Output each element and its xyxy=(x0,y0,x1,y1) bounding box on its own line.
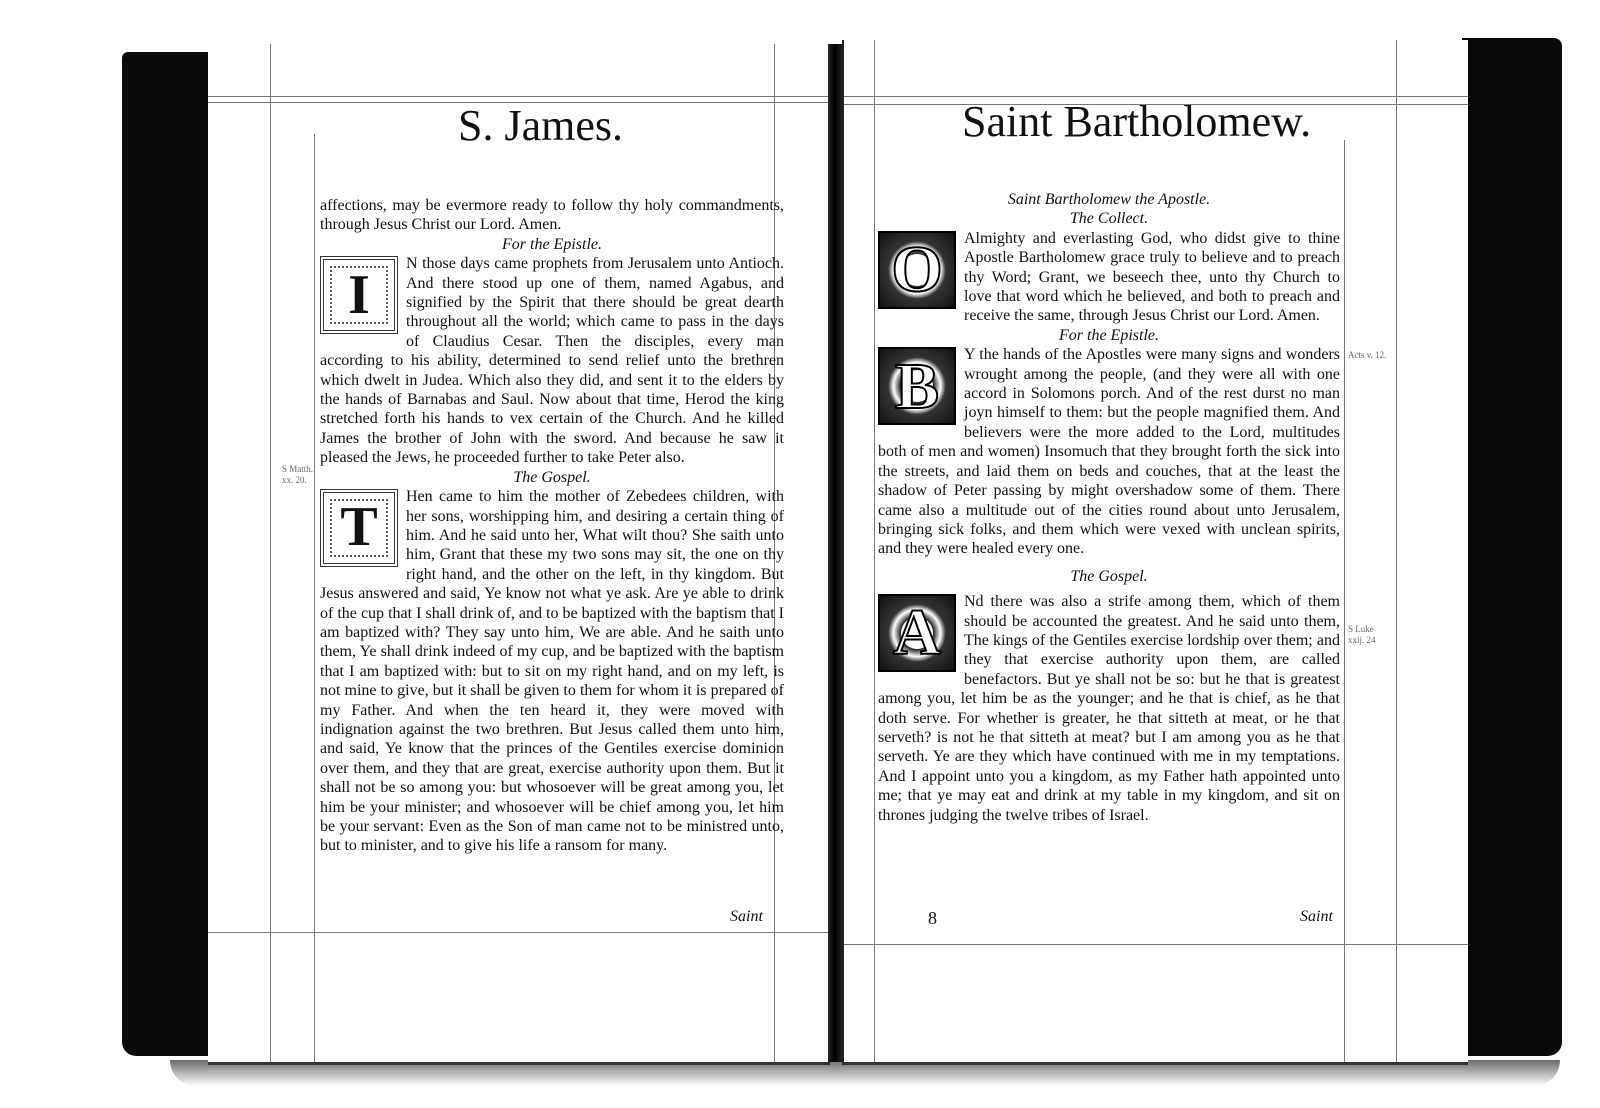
rule-line xyxy=(1396,40,1397,1062)
book-cover-left xyxy=(122,52,212,1056)
left-page-text xyxy=(320,196,784,856)
epistle-text: Y the hands of the Apostles were many signs and wonders wrought among the people, (and they were all with one accord in Solomons porch. And of the rest durst no man joyn himself to them: but the people magnified them. And believers were the more added to the Lord, multitudes both of men and women) Insomuch that they brought forth the sick into the streets, and laid them on beds and couches, that at the least the shadow of Peter passing by might overshadow some of them. There came also a multitude out of the cities round about unto Jerusalem, bringing sick folks, and them which were vexed with unclean spirits, and they were healed every one. xyxy=(878,346,1340,558)
rule-line xyxy=(1344,140,1345,1062)
drop-cap-letter: A xyxy=(893,596,941,670)
drop-cap-letter: T xyxy=(340,496,378,559)
epistle-heading: For the Epistle. xyxy=(1059,326,1159,344)
page-title: Saint Bartholomew. xyxy=(962,97,1312,146)
rule-line xyxy=(208,932,828,933)
catchword: Saint xyxy=(730,908,763,925)
margin-reference: S Matth. xx. 20. xyxy=(282,464,314,485)
catchword: Saint xyxy=(1300,908,1333,925)
drop-cap-ornament xyxy=(320,489,398,567)
drop-cap-letter: O xyxy=(891,233,943,307)
book-cover-right xyxy=(1462,38,1562,1056)
rule-line xyxy=(208,96,828,97)
rule-line xyxy=(314,134,315,1062)
feast-subtitle: Saint Bartholomew the Apostle. xyxy=(1007,191,1211,208)
collect-text: Almighty and everlasting God, who didst give to thine Apostle Bartholomew grace truly to believe and to preach thy Word; Grant, we beseech thee, unto thy Church to love that word which he believed, and both to preach and receive the same, through Jesus Christ our Lord. Amen. xyxy=(964,229,1340,325)
rule-line xyxy=(844,944,1468,945)
left-page xyxy=(208,44,830,1065)
right-page xyxy=(842,40,1468,1065)
drop-cap-ornament xyxy=(878,594,956,672)
page-title: S. James. xyxy=(458,101,623,150)
gospel-heading: The Gospel. xyxy=(1070,567,1148,585)
gospel-text: Nd there was also a strife among them, which of them should be accounted the greatest. And he said unto them, The kings of the Gentiles exercise lordship over them; and they that exercise authority upon them, are called benefactors. But ye shall not be so: but he that is greatest among you, let him be as the younger; and he that is chief, as he that doth serve. For whether is greater, he that sitteth at meat, or he that serveth? is not he that sitteth at meat? but I am among you as he that serveth. Ye are they which have continued with me in my temptations. And I appoint unto you a kingdom, as my Father hath appointed unto me; that ye may eat and drink at my table in my kingdom, and sit on thrones judging the twelve tribes of Israel. xyxy=(878,593,1340,824)
drop-cap-ornament xyxy=(878,347,956,425)
drop-cap-ornament xyxy=(320,256,398,334)
drop-cap-letter: I xyxy=(348,263,370,326)
page-number: 8 xyxy=(928,908,937,928)
margin-reference: Acts v. 12. xyxy=(1348,350,1387,360)
margin-reference: S Luke xxij. 24 xyxy=(1348,624,1376,645)
right-page-text xyxy=(878,190,1340,825)
rule-line xyxy=(270,44,271,1062)
collect-conclusion: affections, may be evermore ready to follow thy holy commandments, through Jesus Christ our Lord. Amen. xyxy=(320,197,784,234)
rule-line xyxy=(874,40,875,1062)
gospel-text: Hen came to him the mother of Zebedees children, with her sons, worshipping him, and desiring a certain thing of him. And he said unto her, What wilt thou? She saith unto him, Grant that these my two sons may sit, the one on thy right hand, and the other on the left, in thy kingdom. But Jesus answered and said, Ye know not what ye ask. Are ye able to drink of the cup that I shall drink of, and to be baptized with the baptism that I am baptized with? They say unto him, We are able. And he saith unto them, Ye shall drink indeed of my cup, and be baptized with the baptism that I am baptized with: but to sit on my right hand, and on my left, is not mine to give, but it shall be given to them for whom it is prepared of my Father. And when the ten heard it, they were moved with indignation against the two brethren. But Jesus called them unto him, and said, Ye know that the princes of the Gentiles exercise dominion over them, and they that are great, exercise authority upon them. But it shall not be so among you: but whosoever will be great among you, let him be your minister; and whosoever will be chief among you, let him be your servant: Even as the Son of man came not to be ministred unto, but to minister, and to give his life a ransom for many. xyxy=(320,488,784,855)
drop-cap-letter: B xyxy=(894,349,940,423)
epistle-text: N those days came prophets from Jerusalem unto Antioch. And there stood up one of them, named Agabus, and signified by the Spirit that there should be great dearth throughout all the world; which came to pass in the days of Claudius Cesar. Then the disciples, every man according to his ability, determined to send relief unto the brethren which dwelt in Judea. Which also they did, and sent it to the elders by the hands of Barnabas and Saul. Now about that time, Herod the king stretched forth his hands to vex certain of the Church. And he killed James the brother of John with the sword. And because he saw it pleased the Jews, he proceeded further to take Peter also. xyxy=(320,255,784,467)
epistle-heading: For the Epistle. xyxy=(502,235,602,253)
drop-cap-ornament xyxy=(878,231,956,309)
gospel-heading: The Gospel. xyxy=(513,468,591,486)
collect-heading: The Collect. xyxy=(1069,210,1149,228)
